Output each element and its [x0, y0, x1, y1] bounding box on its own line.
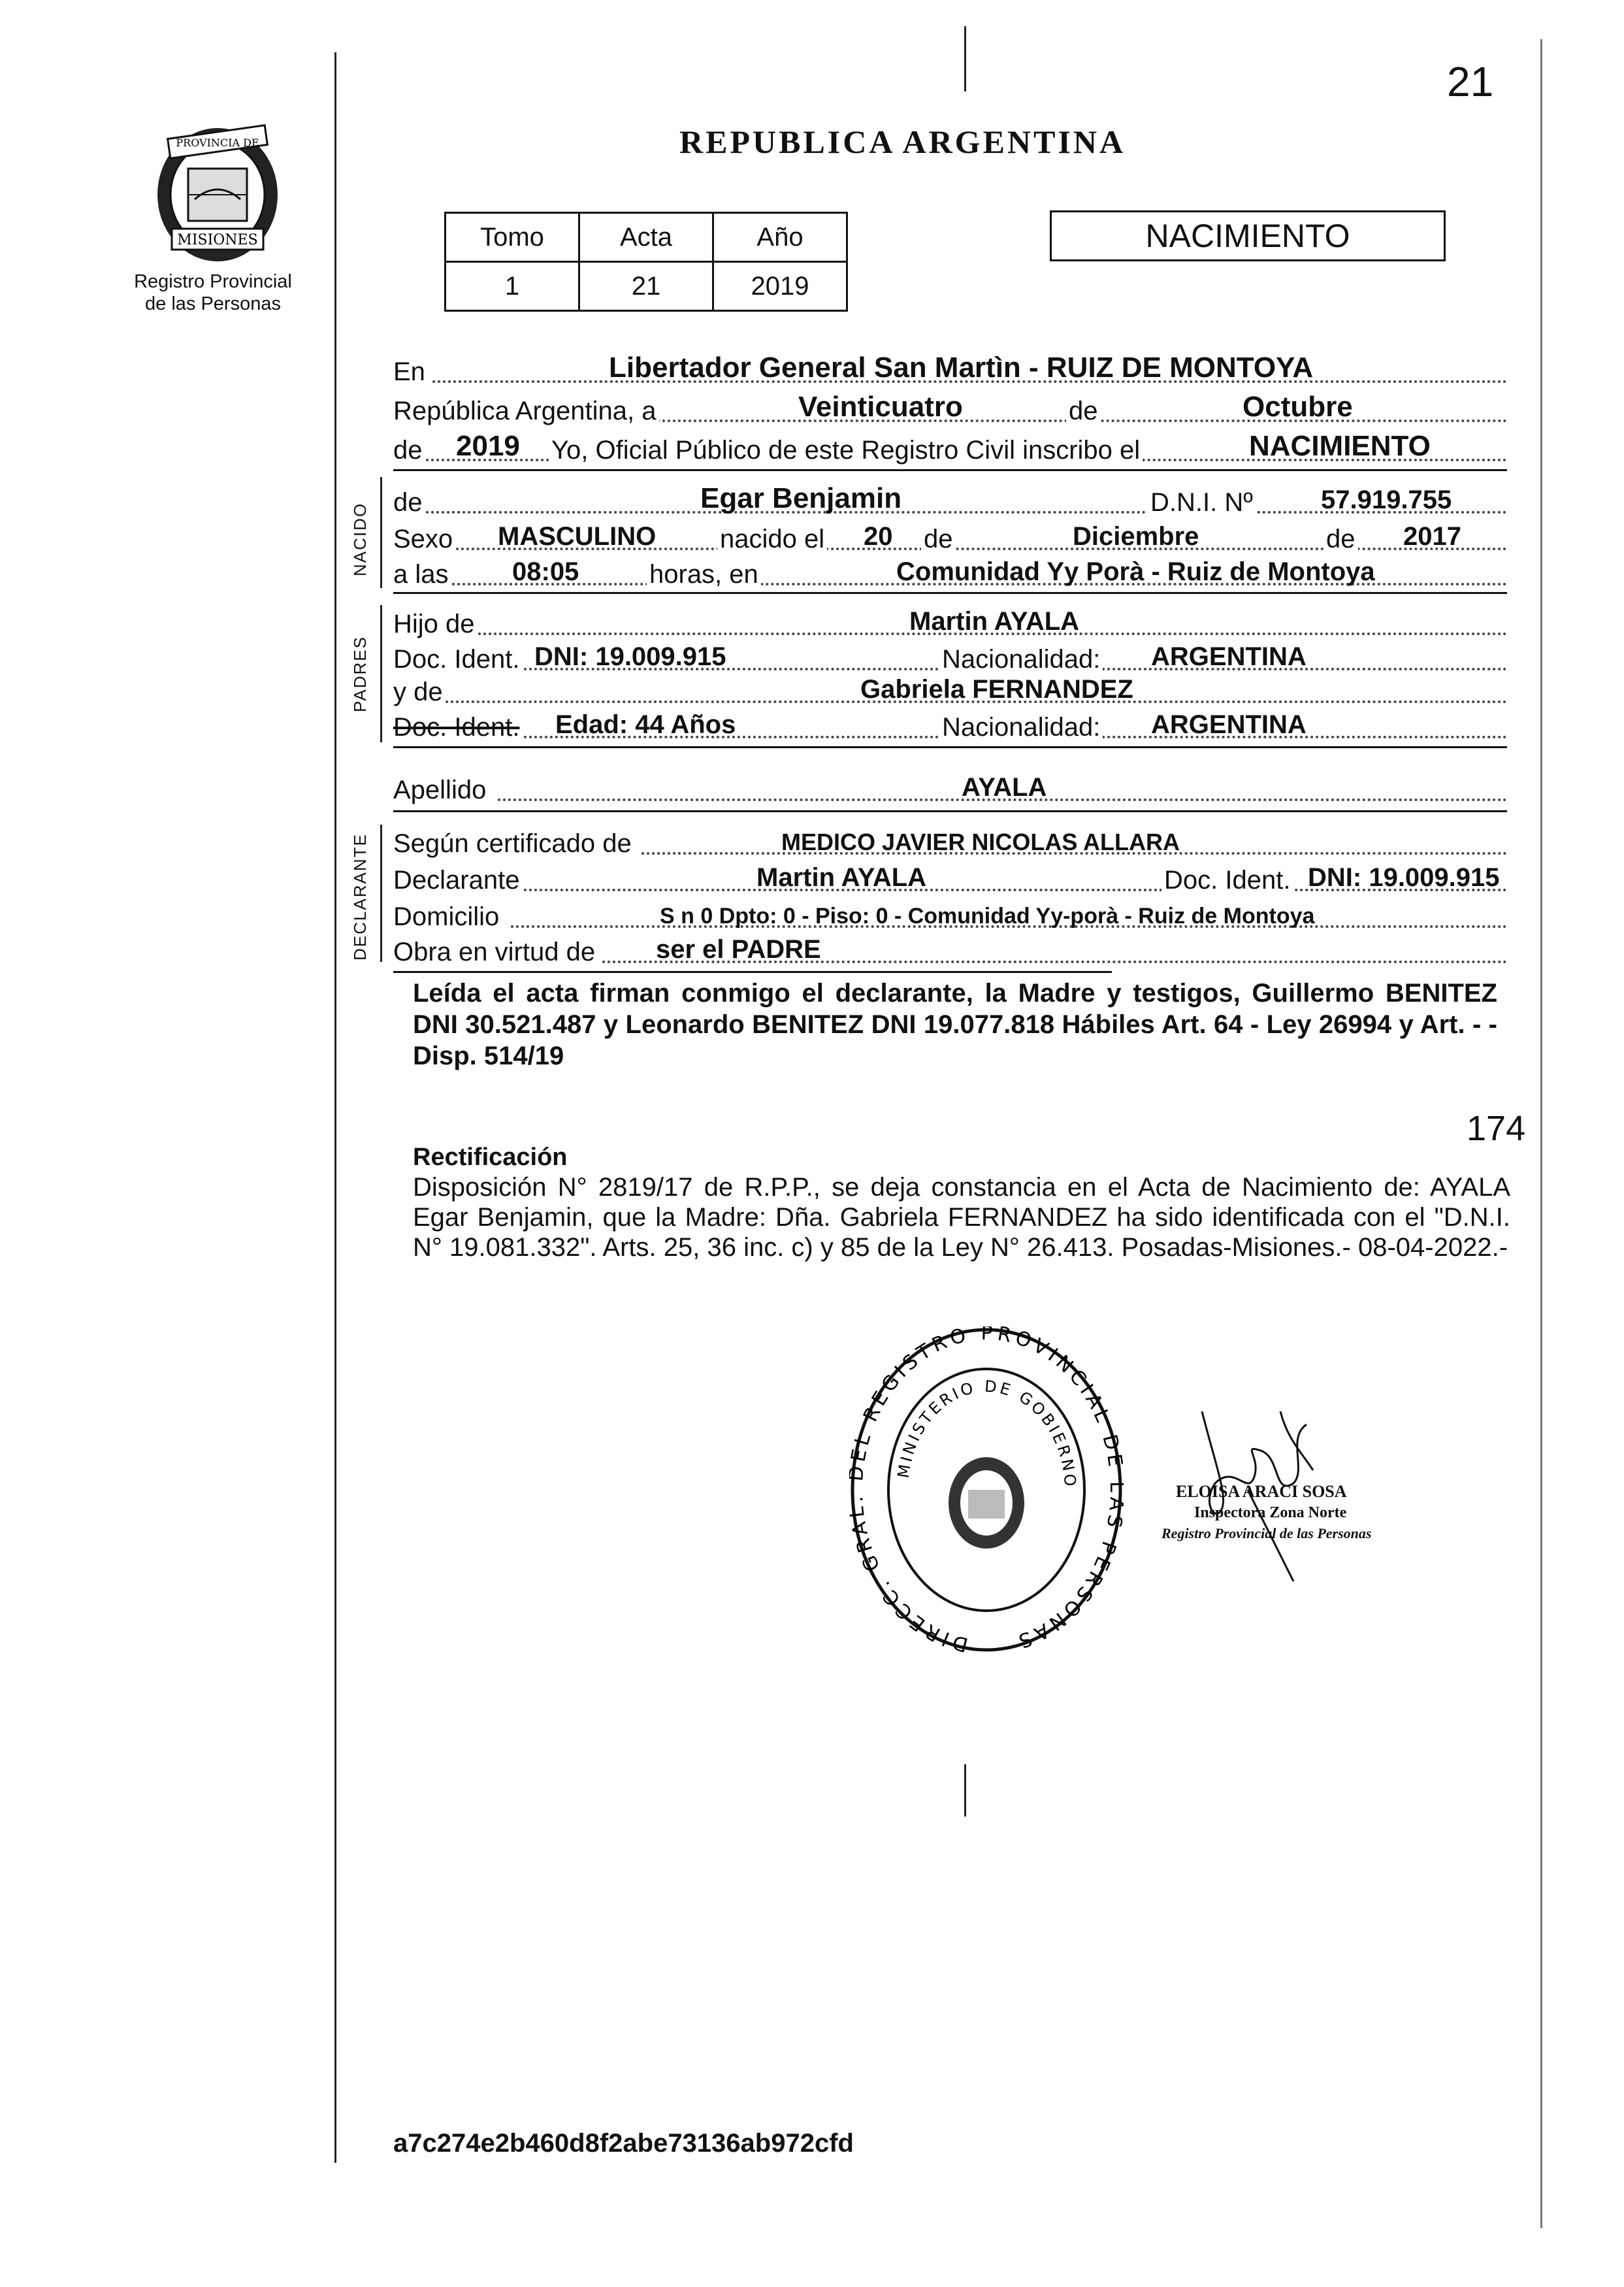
row-name [393, 484, 1507, 520]
stamp-outer-text: DIRECC. GRA EL REGISTRO PROVINCIAL D PERSONAS [849, 1326, 1124, 1653]
row-mother-doc [393, 708, 1507, 745]
coat-of-arms-icon [142, 118, 293, 268]
rectification-number: 174 [1467, 1109, 1526, 1148]
label-horas: horas, en [647, 560, 761, 589]
row-mother [393, 673, 1507, 710]
value-dni: 57.919.755 [1321, 485, 1452, 514]
separator-4 [393, 810, 1507, 812]
label-oficial: Yo, Oficial Público de este Registro Civil inscribo el [549, 436, 1143, 465]
value-certificate: MEDICO JAVIER NICOLAS ALLARA [781, 829, 1180, 855]
table-value-ano: 2019 [713, 262, 847, 311]
signature-role: Inspectora Zona Norte [1194, 1504, 1347, 1521]
separator-2 [393, 592, 1507, 594]
closing-text: Leída el acta firman conmigo el declarante, la Madre y testigos, Guillermo BENITEZ DNI 30.521.487 y Leonardo BENITEZ DNI 19.077.818 Hábiles Art. 64 - Ley 26994 y Art. - - Disp. 514/19 [413, 979, 1497, 1070]
table-header-tomo: Tomo [446, 213, 579, 262]
nacido-bracket [380, 477, 382, 588]
row-year [393, 431, 1507, 468]
value-mother-age: Edad: 44 Años [555, 710, 736, 739]
seal-bottom-text: MISIONES [177, 232, 258, 248]
value-sex: MASCULINO [498, 522, 657, 551]
value-surname: AYALA [962, 773, 1047, 802]
label-doc-ident-2: Doc. Ident. [1161, 866, 1293, 895]
side-label-nacido: NACIDO [350, 502, 370, 576]
label-doc-ident-struck: Doc. Ident. [393, 713, 522, 742]
label-a-las: a las [393, 560, 451, 589]
value-mother-nationality: ARGENTINA [1151, 710, 1307, 739]
signature-name: ELOISA ARACI SOSA [1176, 1482, 1347, 1501]
value-father: Martin AYALA [909, 607, 1080, 636]
label-nacionalidad: Nacionalidad: [939, 645, 1103, 674]
label-de-birth-year: de [1324, 525, 1358, 554]
row-declarant [393, 861, 1507, 898]
label-declarante: Declarante [393, 866, 522, 895]
row-place [393, 353, 1507, 389]
label-y-de: y de [393, 678, 446, 707]
row-surname [393, 771, 1507, 808]
signature-office: Registro Provincial de las Personas [1161, 1525, 1372, 1541]
row-certificate [393, 825, 1507, 861]
left-margin-line [334, 52, 336, 2163]
rectification-body: Disposición N° 2819/17 de R.P.P., se deja constancia en el Acta de Nacimiento de: AYALA Egar Benjamin, que la Madre: Dña. Gabriela FERNANDEZ ha sido identificada con el "D.N.I. N° 19.081.332". Arts. 25, 36 inc. c) y 85 de la Ley N° 26.413. Posadas-Misiones.- 08-04-2022.- [413, 1173, 1510, 1262]
label-apellido: Apellido [393, 776, 489, 805]
country-title: REPUBLICA ARGENTINA [679, 123, 1126, 160]
stamp-icon [849, 1326, 1124, 1653]
table-header-acta: Acta [579, 213, 713, 262]
value-birth-place: Comunidad Yy Porà - Ruiz de Montoya [896, 557, 1375, 586]
label-sexo: Sexo [393, 525, 455, 554]
province-seal [142, 118, 293, 268]
value-declarant-dni: DNI: 19.009.915 [1308, 863, 1500, 892]
label-dni: D.N.I. Nº [1148, 488, 1256, 518]
label-en: En [393, 357, 428, 387]
separator-3 [393, 746, 1507, 748]
label-nacionalidad-2: Nacionalidad: [939, 713, 1103, 742]
row-capacity [393, 933, 1507, 970]
value-day: Veinticuatro [798, 391, 963, 423]
value-birth-day: 20 [864, 522, 893, 551]
value-capacity: ser el PADRE [656, 935, 821, 964]
value-year: 2019 [456, 430, 520, 462]
center-fold-mark-bottom [964, 1764, 966, 1817]
side-label-padres: PADRES [350, 636, 370, 712]
label-segun: Según certificado de [393, 829, 634, 859]
seal-top-text: PROVINCIA DE [176, 137, 259, 149]
row-hour [393, 555, 1507, 592]
value-month: Octubre [1242, 391, 1353, 423]
separator-1 [393, 469, 1507, 471]
record-table [444, 212, 848, 312]
label-de-name: de [393, 488, 425, 518]
label-de-month: de [921, 525, 956, 554]
table-value-acta: 21 [579, 262, 713, 311]
registry-label-line1: Registro Provincial [134, 271, 292, 292]
value-birth-year: 2017 [1403, 522, 1461, 551]
label-de-year: de [393, 436, 425, 465]
label-republica: República Argentina, a [393, 397, 659, 426]
value-place: Libertador General San Martìn - RUIZ DE MONTOYA [609, 352, 1314, 384]
document-hash: a7c274e2b460d8f2abe73136ab972cfd [393, 2129, 854, 2158]
rectification-title: Rectificación [413, 1144, 568, 1171]
row-father [393, 605, 1507, 642]
label-domicilio: Domicilio [393, 902, 502, 932]
label-doc-ident: Doc. Ident. [393, 645, 522, 674]
row-date [393, 392, 1507, 429]
center-fold-mark-top [964, 26, 966, 91]
row-father-doc [393, 640, 1507, 677]
page-number: 21 [1447, 58, 1494, 105]
value-name: Egar Benjamin [700, 482, 902, 514]
row-sex [393, 520, 1507, 557]
value-declarant: Martin AYALA [756, 863, 927, 892]
table-header-ano: Año [713, 213, 847, 262]
side-label-declarante: DECLARANTE [350, 833, 370, 961]
act-type-box: NACIMIENTO [1050, 210, 1446, 261]
label-de: de [1066, 397, 1101, 426]
value-act: NACIMIENTO [1249, 430, 1431, 462]
label-obra: Obra en virtud de [393, 938, 598, 967]
registry-label [128, 271, 298, 315]
value-father-dni: DNI: 19.009.915 [534, 642, 726, 671]
label-nacido: nacido el [717, 525, 827, 554]
value-father-nationality: ARGENTINA [1151, 642, 1307, 671]
stamp-inner-text: MINISTERIO DE GOBIERNO [894, 1377, 1080, 1490]
registry-label-line2: de las Personas [145, 293, 281, 314]
declarante-bracket [380, 825, 382, 962]
padres-bracket [380, 605, 382, 742]
label-hijo: Hijo de [393, 610, 478, 639]
official-stamp [849, 1326, 1124, 1653]
value-mother: Gabriela FERNANDEZ [860, 675, 1133, 704]
value-birth-month: Diciembre [1073, 522, 1199, 551]
value-address: S n 0 Dpto: 0 - Piso: 0 - Comunidad Yy-porà - Ruiz de Montoya [660, 904, 1315, 929]
table-value-tomo: 1 [446, 262, 579, 311]
right-margin-line [1540, 39, 1542, 2228]
value-hour: 08:05 [512, 557, 579, 586]
row-address [393, 898, 1507, 934]
separator-5 [393, 971, 1112, 973]
